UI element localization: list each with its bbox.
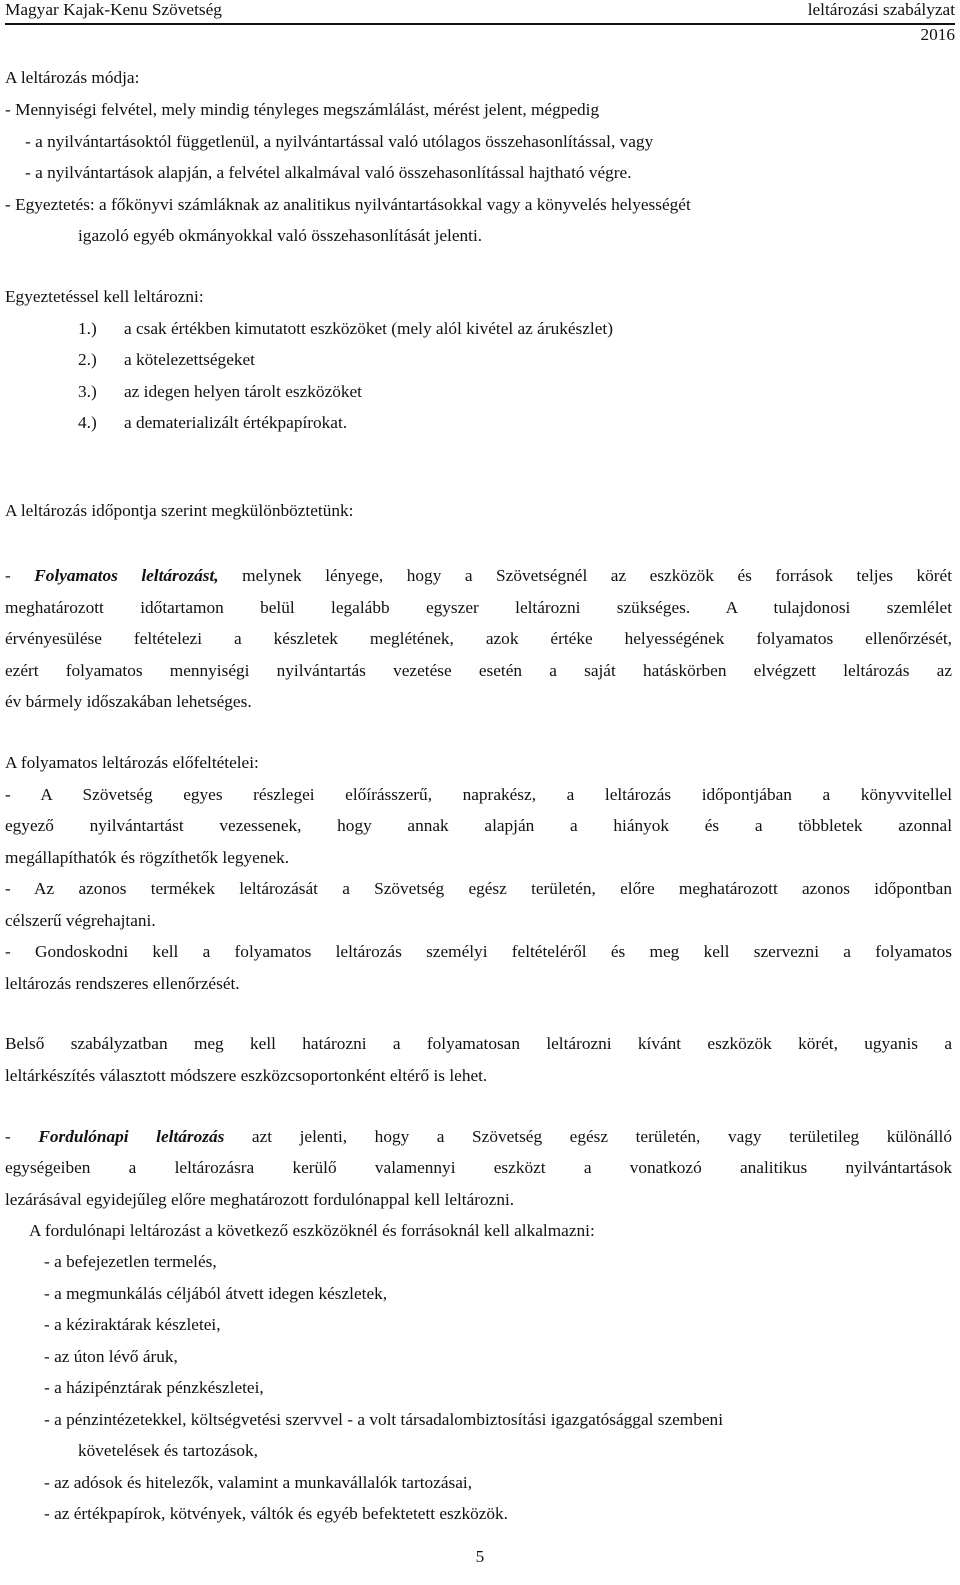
numbered-item	[78, 381, 362, 403]
paragraph-line: érvényesülése feltételezi a készletek meglétének, azok értéke helyességének folyamatos ellenőrzését,	[5, 629, 952, 648]
paragraph-line: év bármely időszakában lehetséges.	[5, 692, 252, 711]
header-year: 2016	[920, 25, 955, 44]
item-text: a csak értékben kimutatott eszközöket (mely alól kivétel az árukészlet)	[124, 319, 613, 338]
paragraph-line: egységeiben a leltározásra kerülő valamennyi eszközt a vonatkozó analitikus nyilvántartások	[5, 1158, 952, 1177]
paragraph-line: lezárásával egyidejűleg előre meghatározott fordulónappal kell leltározni.	[5, 1190, 515, 1209]
paragraph-line: megállapíthatók és rögzíthetők legyenek.	[5, 848, 290, 867]
text-line: - Egyeztetés: a főkönyvi számláknak az analitikus nyilvántartásokkal vagy a könyvelés helyességét	[5, 195, 691, 214]
list-item: - a megmunkálás céljából átvett idegen készletek,	[44, 1284, 388, 1303]
section-title-elofeltetelek: A folyamatos leltározás előfeltételei:	[5, 753, 259, 772]
term-fordulonapi-leltarozas: Fordulónapi leltározás	[38, 1127, 225, 1146]
section-title-leltarozas-modja: A leltározás módja:	[5, 68, 140, 87]
dash: -	[5, 566, 35, 585]
dash: -	[5, 1127, 39, 1146]
paragraph-line: - Gondoskodni kell a folyamatos leltározás személyi feltételéről és meg kell szervezni a folyamatos	[5, 942, 952, 961]
section-title-egyeztetessel: Egyeztetéssel kell leltározni:	[5, 287, 204, 306]
paragraph-line: meghatározott időtartamon belül legalább egyszer leltározni szükséges. A tulajdonosi szemlélet	[5, 598, 952, 617]
paragraph-line	[5, 1126, 952, 1148]
item-text: a kötelezettségeket	[124, 350, 255, 369]
term-folyamatos-leltarozas: Folyamatos leltározást,	[34, 566, 219, 585]
list-item: - a házipénztárak pénzkészletei,	[44, 1378, 264, 1397]
header-divider	[5, 23, 955, 25]
numbered-item	[78, 349, 255, 371]
paragraph-line: leltárkészítés választott módszere eszközcsoportonként eltérő is lehet.	[5, 1066, 488, 1085]
item-number: 4.)	[78, 413, 97, 432]
header-organization: Magyar Kajak-Kenu Szövetség	[5, 0, 222, 19]
item-number: 2.)	[78, 350, 97, 369]
header-document-title: leltározási szabályzat	[807, 0, 955, 19]
paragraph-line: leltározás rendszeres ellenőrzését.	[5, 974, 240, 993]
text-run: azt jelenti, hogy a Szövetség egész területén, vagy területileg különálló	[224, 1127, 952, 1146]
item-number: 3.)	[78, 382, 97, 401]
list-item: - a pénzintézetekkel, költségvetési szervvel - a volt társadalombiztosítási igazgatósággal szembeni	[44, 1410, 723, 1429]
paragraph-line	[5, 565, 952, 587]
text-line: - Mennyiségi felvétel, mely mindig tényleges megszámlálást, mérést jelent, mégpedig	[5, 100, 600, 119]
paragraph-line: Belső szabályzatban meg kell határozni a folyamatosan leltározni kívánt eszközök körét, ugyanis a	[5, 1034, 952, 1053]
list-item-continuation: követelések és tartozások,	[78, 1441, 258, 1460]
text-line: - a nyilvántartások alapján, a felvétel alkalmával való összehasonlítással hajtható végre.	[25, 163, 632, 182]
list-item: - a kéziraktárak készletei,	[44, 1315, 221, 1334]
numbered-item	[78, 412, 347, 434]
list-intro: A fordulónapi leltározást a következő eszközöknél és forrásoknál kell alkalmazni:	[29, 1221, 595, 1240]
page-number: 5	[475, 1547, 485, 1566]
section-title-idopont: A leltározás időpontja szerint megkülönböztetünk:	[5, 501, 354, 520]
paragraph-line: ezért folyamatos mennyiségi nyilvántartás vezetése esetén a saját hatáskörben elvégzett leltározás az	[5, 661, 952, 680]
paragraph-line: - A Szövetség egyes részlegei előírásszerű, naprakész, a leltározás időpontjában a könyvvitellel	[5, 785, 952, 804]
list-item: - az adósok és hitelezők, valamint a munkavállalók tartozásai,	[44, 1473, 473, 1492]
list-item: - az értékpapírok, kötvények, váltók és egyéb befektetett eszközök.	[44, 1504, 509, 1523]
item-text: a dematerializált értékpapírokat.	[124, 413, 348, 432]
text-line: igazoló egyéb okmányokkal való összehasonlítását jelenti.	[78, 226, 483, 245]
numbered-item	[78, 318, 613, 340]
paragraph-line: egyező nyilvántartást vezessenek, hogy annak alapján a hiányok és a többletek azonnal	[5, 816, 952, 835]
text-run: melynek lényege, hogy a Szövetségnél az eszközök és források teljes körét	[218, 566, 952, 585]
item-number: 1.)	[78, 319, 97, 338]
paragraph-line: - Az azonos termékek leltározását a Szövetség egész területén, előre meghatározott azonos időpontban	[5, 879, 952, 898]
text-line: - a nyilvántartásoktól függetlenül, a nyilvántartással való utólagos összehasonlítással, vagy	[25, 132, 654, 151]
list-item: - a befejezetlen termelés,	[44, 1252, 217, 1271]
item-text: az idegen helyen tárolt eszközöket	[124, 382, 362, 401]
list-item: - az úton lévő áruk,	[44, 1347, 178, 1366]
paragraph-line: célszerű végrehajtani.	[5, 911, 156, 930]
page-header	[5, 0, 955, 44]
